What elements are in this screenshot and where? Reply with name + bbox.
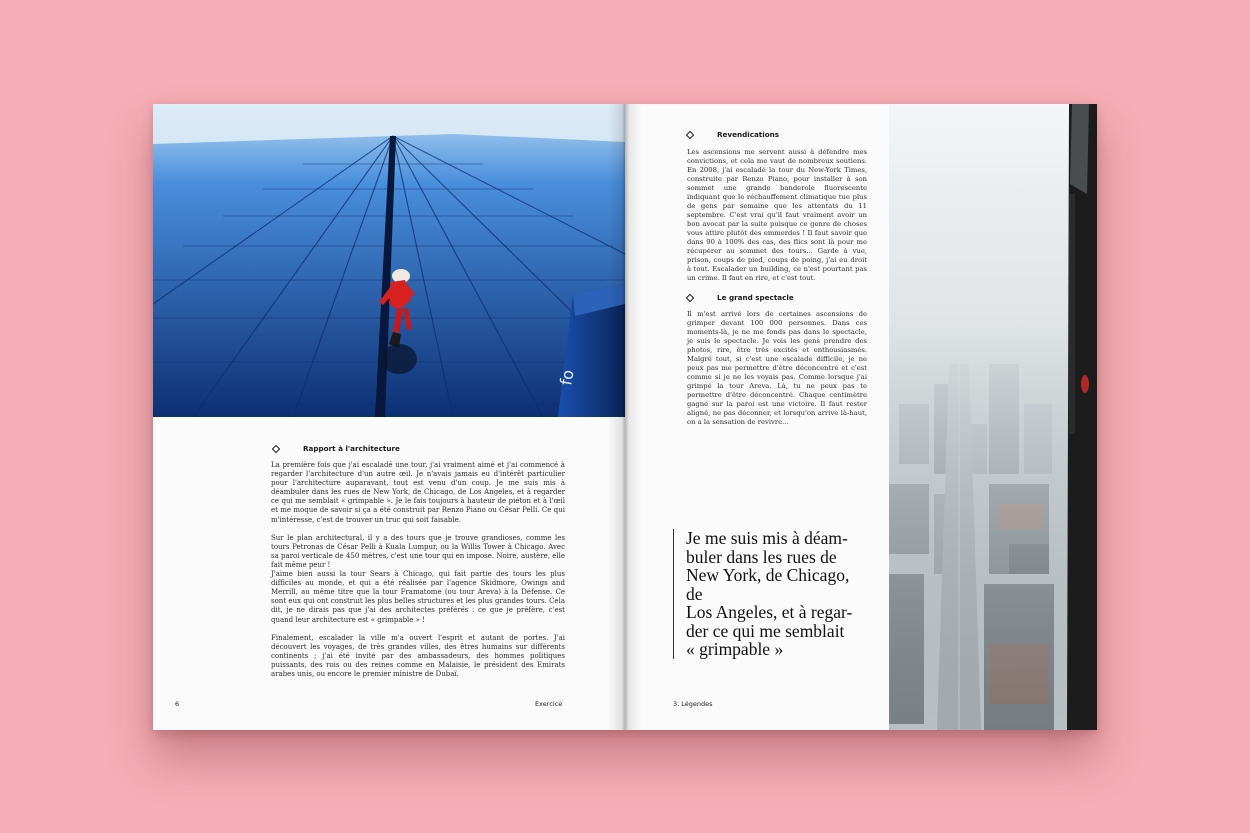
pull-quote-text: Je me suis mis à déam- buler dans les rues de New York, de Chicago, de Los Angeles, et à regar- der ce qui me semblait « grimpable » [686,528,853,659]
paragraph: Les ascensions me servent aussi à défendre mes convictions, et cela me vaut de nombreux soutiens. En 2008, j'ai escaladé la tour du New-York Times, construite par Renzo Piano, pour installer à son sommet une grande banderole fluorescente indiquant que le réchauffement climatique tue plus de gens par semaine que les attentats du 11 septembre. C'est vrai qu'il faut vraiment avoir un bon avocat par la suite puisque ce genre de choses vous attire plutôt des emmerdes ! Il faut savoir que dans 90 à 100% des cas, des flics sont là pour me récupérer au sommet des tours... Garde à vue, prison, coups de pied, coups de poing, j'ai eu droit à tout. Escalader un building, ce n'est pourtant pas un crime. Il faut en rire, et c'est tout. [687,148,867,282]
magazine-spread [153,104,1097,730]
paragraph: Il m'est arrivé lors de certaines ascensions de grimper devant 100 000 personnes. Dans ces moments-là, je ne me fonds pas dans le spectacle, je suis le spectacle. Je vois les gens prendre des photos, rire, être très excités et enthousiasmés. Malgré tout, si c'est une escalade difficile, je ne peux pas me permettre d'être déconcentré et c'est comme si je ne les voyais pas. Comme lorsque j'ai grimpé la tour Areva. Là, tu ne peux pas te permettre d'être déconcentré. Chaque centimètre gagné sur la paroi est une victoire. Il faut rester aligné, ne pas déconner, et lorsqu'on arrive là-haut, on a la sensation de revivre... [687,310,867,426]
city-aerial-photo [889,104,1097,730]
running-title: Exercice [535,700,563,708]
left-body-text [271,461,565,688]
heading-text: Rapport à l'architecture [303,444,400,453]
skyscraper-climber-photo [153,104,625,417]
section-heading-architecture [271,444,400,453]
paragraph: Finalement, escalader la ville m'a ouvert l'esprit et autant de portes. J'ai découvert les voyages, de très grandes villes, des êtres humains sur différents continents ; j'ai été invité par des ambassadeurs, des hommes politiques puissants, des rois ou des reines comme en Malaisie, le président des Emirats arabes unis, ou encore le premier ministre de Dubaï. [271,633,565,678]
paragraph: La première fois que j'ai escaladé une tour, j'ai vraiment aimé et j'ai commencé à regarder l'architecture d'un autre œil. Je n'avais jamais eu d'intérêt particulier pour l'architecture auparavant, tout est venu d'un coup. Je me suis mis à déambuler dans les rues de New York, de Chicago, de Los Angeles, et à regarder ce qui me semblait « grimpable ». Je le fais toujours à hauteur de piéton et à l'œil et me moque de savoir si ça a été construit par Renzo Piano ou César Pelli. Ce qui m'intéresse, c'est de trouver un truc qui soit faisable. [271,461,565,524]
right-page [625,104,1097,730]
glass-facade-illustration [153,104,625,417]
page-number: 6 [175,700,180,708]
section-heading-revendications [685,130,779,139]
spectacle-text [687,310,867,436]
paragraph: Sur le plan architectural, il y a des tours que je trouve grandioses, comme les tours Petronas de César Pelli à Kuala Lumpur, ou la Willis Tower à Chicago. Avec sa paroi verticale de 450 mètres, c'est une tour qui en impose. Noire, austère, elle fait même peur ! J'aime bien aussi la tour Sears à Chicago, qui fait partie des tours les plus difficiles au monde, et qui a été réalisée par l'agence Skidmore, Owings and Merrill, au même titre que la tour Framatome (ou tour Areva) à la Défense. Ce sont eux qui ont construit les plus belles structures et les plus grandes tours. Cela dit, je ne dirais pas que j'ai des architectes préférés : ce que je préfère, c'est quand leur architecture est « grimpable » ! [271,533,565,624]
left-page [153,104,625,730]
revendications-text [687,148,867,292]
heading-text: Revendications [717,130,780,139]
heading-text: Le grand spectacle [717,293,794,302]
city-aerial-illustration [889,104,1097,730]
svg-text:fo: fo [556,368,578,387]
diamond-bullet-icon [686,130,694,138]
running-folio: 3. Légendes [673,700,713,708]
section-heading-spectacle [685,293,794,302]
diamond-bullet-icon [272,444,280,452]
pull-quote [673,529,856,659]
diamond-bullet-icon [686,293,694,301]
